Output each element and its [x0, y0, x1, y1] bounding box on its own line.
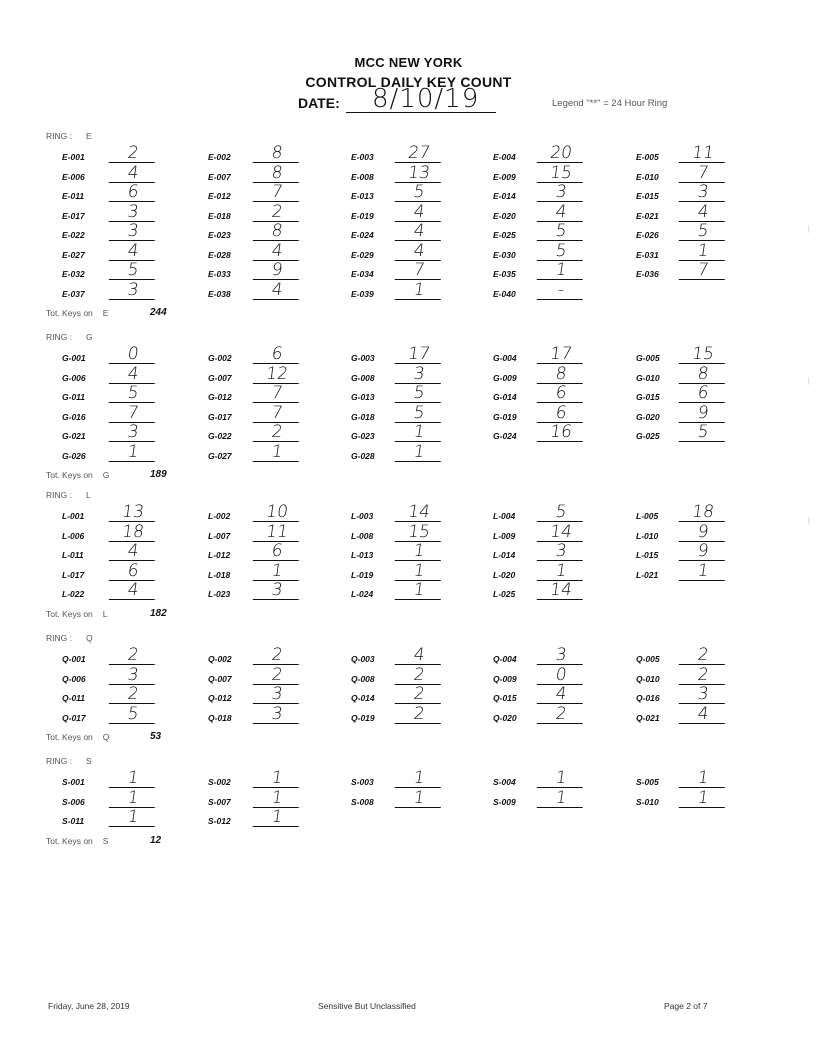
key-label: E-029: [351, 249, 374, 260]
key-label: L-025: [493, 589, 516, 599]
key-label: Q-009: [493, 673, 517, 684]
ring-label-text: RING :: [46, 490, 72, 500]
key-count-handwritten: 6: [679, 384, 728, 403]
key-count-handwritten: 4: [395, 242, 444, 261]
key-count-handwritten: 13: [395, 164, 444, 183]
key-count-handwritten: 4: [395, 203, 444, 222]
key-label: E-007: [208, 171, 231, 182]
key-label: L-023: [208, 589, 231, 599]
key-count-handwritten: 1: [253, 562, 302, 581]
key-count-handwritten: 1: [537, 789, 586, 808]
key-label: Q-021: [636, 712, 660, 723]
ring-total-code: G: [102, 470, 110, 480]
key-label: G-005: [636, 353, 660, 363]
key-label: Q-015: [493, 693, 517, 703]
ring-total: [46, 731, 162, 742]
key-count-handwritten: 3: [395, 365, 444, 384]
ring-label: [46, 332, 93, 342]
key-count-handwritten: 17: [537, 345, 586, 364]
key-count-handwritten: 14: [395, 503, 444, 522]
key-label: E-001: [62, 152, 85, 162]
key-label: G-002: [208, 353, 232, 363]
key-count-handwritten: 4: [253, 242, 302, 261]
date-label: DATE:: [298, 95, 340, 111]
key-count-handwritten: 15: [537, 164, 586, 183]
key-label: L-003: [351, 511, 374, 521]
key-count-handwritten: 3: [537, 183, 586, 202]
ring-total-label: Tot. Keys on: [46, 470, 93, 480]
key-count-handwritten: 27: [395, 144, 444, 163]
key-label: S-007: [208, 796, 231, 807]
key-count-handwritten: 2: [395, 685, 444, 704]
key-label: Q-010: [636, 673, 660, 684]
key-label: G-015: [636, 392, 660, 402]
key-count-handwritten: 6: [537, 404, 586, 423]
key-label: G-018: [351, 411, 375, 422]
ring-label: [46, 756, 92, 766]
key-count-handwritten: 15: [679, 345, 728, 364]
key-count-handwritten: 2: [109, 646, 158, 665]
key-label: Q-003: [351, 654, 375, 664]
key-count-handwritten: 8: [253, 222, 302, 241]
key-label: L-021: [636, 569, 659, 580]
key-count-handwritten: 0: [109, 345, 158, 364]
key-label: L-013: [351, 550, 374, 560]
key-count-handwritten: 1: [253, 443, 302, 462]
key-count-handwritten: 1: [109, 789, 158, 808]
key-label: G-012: [208, 392, 232, 402]
key-count-handwritten: 9: [679, 542, 728, 561]
key-label: G-021: [62, 431, 86, 441]
key-count-handwritten: 4: [537, 685, 586, 704]
key-label: S-011: [62, 816, 85, 826]
key-count-handwritten: 1: [109, 443, 158, 462]
key-label: G-006: [62, 372, 86, 383]
key-label: E-032: [62, 269, 85, 279]
key-count-handwritten: 5: [537, 503, 586, 522]
key-label: L-005: [636, 511, 659, 521]
key-count-handwritten: 11: [679, 144, 728, 163]
key-label: Q-004: [493, 654, 517, 664]
key-count-handwritten: 4: [395, 222, 444, 241]
key-count-handwritten: -: [537, 281, 586, 300]
key-count-handwritten: 5: [537, 242, 586, 261]
key-count-handwritten: 5: [395, 183, 444, 202]
key-label: L-012: [208, 550, 231, 560]
key-count-handwritten: 2: [537, 705, 586, 724]
ring-total: [46, 469, 167, 480]
ring-code: L: [85, 490, 91, 500]
key-count-handwritten: 5: [679, 423, 728, 442]
key-label: E-023: [208, 230, 231, 240]
key-label: G-027: [208, 450, 232, 461]
key-count-handwritten: 4: [253, 281, 302, 300]
key-label: Q-014: [351, 693, 375, 703]
key-count-handwritten: 1: [395, 542, 444, 561]
footer-page-number: Page 2 of 7: [664, 1001, 708, 1011]
ring-total: [46, 607, 167, 619]
key-count-handwritten: 6: [253, 542, 302, 561]
key-count-handwritten: 7: [253, 183, 302, 202]
key-label: L-020: [493, 569, 516, 580]
key-label: L-014: [493, 550, 516, 560]
ring-total-code: L: [102, 608, 108, 619]
key-label: L-008: [351, 530, 374, 541]
key-label: E-013: [351, 191, 374, 201]
key-count-handwritten: 1: [395, 562, 444, 581]
key-label: L-019: [351, 569, 374, 580]
key-label: G-024: [493, 431, 517, 441]
key-label: Q-016: [636, 693, 660, 703]
ring-total-count: 12: [150, 834, 162, 846]
key-count-handwritten: 3: [109, 203, 158, 222]
key-label: E-039: [351, 288, 374, 299]
key-count-handwritten: 1: [109, 808, 158, 827]
key-label: E-018: [208, 210, 231, 221]
scan-margin-mark: |: [808, 378, 810, 385]
key-count-handwritten: 1: [537, 261, 586, 280]
key-count-handwritten: 1: [537, 769, 586, 788]
ring-label-text: RING :: [46, 756, 72, 766]
key-label: G-009: [493, 372, 517, 383]
ring-label-text: RING :: [46, 633, 72, 643]
key-label: L-001: [62, 511, 85, 521]
key-count-handwritten: 4: [109, 581, 158, 600]
key-label: E-026: [636, 230, 659, 240]
key-label: E-006: [62, 171, 85, 182]
key-label: L-007: [208, 530, 231, 541]
ring-label-text: RING :: [46, 332, 72, 342]
key-count-handwritten: 1: [395, 423, 444, 442]
key-count-handwritten: 3: [537, 542, 586, 561]
key-count-handwritten: 1: [679, 562, 728, 581]
key-count-handwritten: 5: [679, 222, 728, 241]
key-label: E-004: [493, 152, 516, 162]
key-count-handwritten: 5: [109, 384, 158, 403]
key-count-handwritten: 14: [537, 523, 586, 542]
key-count-handwritten: 2: [253, 646, 302, 665]
key-count-handwritten: 3: [109, 222, 158, 241]
key-count-handwritten: 8: [679, 365, 728, 384]
key-count-handwritten: 1: [395, 769, 444, 788]
key-count-handwritten: 0: [537, 666, 586, 685]
key-label: G-008: [351, 372, 375, 383]
key-count-handwritten: 17: [395, 345, 444, 364]
key-label: S-004: [493, 777, 516, 787]
footer-date: Friday, June 28, 2019: [48, 1001, 130, 1011]
key-label: G-020: [636, 411, 660, 422]
key-count-handwritten: 1: [395, 281, 444, 300]
key-label: E-010: [636, 171, 659, 182]
key-label: E-036: [636, 269, 659, 279]
key-label: Q-019: [351, 712, 375, 723]
key-label: G-022: [208, 431, 232, 441]
ring-label: [46, 131, 92, 141]
key-label: Q-002: [208, 654, 232, 664]
key-count-handwritten: 11: [253, 523, 302, 542]
key-label: E-031: [636, 249, 659, 260]
key-label: Q-020: [493, 712, 517, 723]
key-count-handwritten: 1: [679, 769, 728, 788]
key-label: L-006: [62, 530, 85, 541]
key-count-handwritten: 18: [679, 503, 728, 522]
key-label: G-013: [351, 392, 375, 402]
key-label: L-017: [62, 569, 85, 580]
key-label: G-017: [208, 411, 232, 422]
key-count-handwritten: 20: [537, 144, 586, 163]
key-label: L-024: [351, 589, 374, 599]
key-label: G-001: [62, 353, 86, 363]
key-label: E-040: [493, 288, 516, 299]
ring-total-label: Tot. Keys on: [46, 608, 93, 619]
key-count-handwritten: 3: [679, 685, 728, 704]
key-count-handwritten: 3: [109, 423, 158, 442]
key-count-handwritten: 13: [109, 503, 158, 522]
key-label: G-010: [636, 372, 660, 383]
ring-code: G: [85, 332, 93, 342]
key-count-handwritten: 1: [537, 562, 586, 581]
key-count-handwritten: 1: [679, 789, 728, 808]
date-value-handwritten: 8/10/19: [372, 84, 480, 114]
key-count-handwritten: 7: [109, 404, 158, 423]
key-count-handwritten: 1: [109, 769, 158, 788]
key-count-handwritten: 5: [395, 384, 444, 403]
key-label: L-022: [62, 589, 85, 599]
key-count-handwritten: 2: [679, 646, 728, 665]
key-count-handwritten: 2: [253, 203, 302, 222]
ring-total-code: S: [102, 835, 109, 846]
ring-label-text: RING :: [46, 131, 72, 141]
key-count-handwritten: 6: [253, 345, 302, 364]
key-count-handwritten: 3: [679, 183, 728, 202]
ring-code: Q: [85, 633, 93, 643]
key-count-handwritten: 8: [253, 144, 302, 163]
key-count-handwritten: 3: [109, 281, 158, 300]
key-label: Q-008: [351, 673, 375, 684]
key-count-handwritten: 12: [253, 365, 302, 384]
key-label: G-019: [493, 411, 517, 422]
ring-label: [46, 633, 93, 643]
key-count-handwritten: 7: [253, 404, 302, 423]
key-count-handwritten: 7: [679, 164, 728, 183]
key-count-handwritten: 5: [537, 222, 586, 241]
key-label: S-012: [208, 816, 231, 826]
key-label: E-015: [636, 191, 659, 201]
key-count-handwritten: 3: [253, 581, 302, 600]
key-label: E-009: [493, 171, 516, 182]
ring-total-label: Tot. Keys on: [46, 835, 93, 846]
key-count-handwritten: 1: [395, 581, 444, 600]
key-label: G-014: [493, 392, 517, 402]
ring-label: [46, 490, 91, 500]
key-count-handwritten: 4: [395, 646, 444, 665]
key-count-handwritten: 7: [395, 261, 444, 280]
key-label: L-015: [636, 550, 659, 560]
key-count-handwritten: 6: [537, 384, 586, 403]
key-count-handwritten: 2: [109, 685, 158, 704]
key-label: Q-012: [208, 693, 232, 703]
key-label: G-004: [493, 353, 517, 363]
key-label: G-023: [351, 431, 375, 441]
key-label: E-005: [636, 152, 659, 162]
key-label: S-009: [493, 796, 516, 807]
key-label: E-021: [636, 210, 659, 221]
key-label: G-007: [208, 372, 232, 383]
form-title: CONTROL DAILY KEY COUNT: [305, 74, 512, 90]
key-label: E-002: [208, 152, 231, 162]
key-label: L-009: [493, 530, 516, 541]
key-label: E-030: [493, 249, 516, 260]
ring-total-count: 182: [150, 607, 167, 619]
key-count-handwritten: 5: [395, 404, 444, 423]
key-count-handwritten: 2: [395, 705, 444, 724]
ring-total: [46, 307, 167, 318]
key-label: L-002: [208, 511, 231, 521]
key-count-handwritten: 4: [679, 705, 728, 724]
key-label: L-004: [493, 511, 516, 521]
footer-classification: Sensitive But Unclassified: [318, 1001, 416, 1011]
scan-margin-mark: |: [808, 226, 810, 233]
ring-total-label: Tot. Keys on: [46, 308, 93, 318]
key-count-handwritten: 2: [679, 666, 728, 685]
key-count-handwritten: 3: [253, 685, 302, 704]
key-label: Q-001: [62, 654, 86, 664]
key-count-handwritten: 1: [253, 808, 302, 827]
key-count-handwritten: 9: [679, 523, 728, 542]
key-label: E-027: [62, 249, 85, 260]
key-count-handwritten: 6: [109, 183, 158, 202]
key-label: E-038: [208, 288, 231, 299]
key-label: Q-007: [208, 673, 232, 684]
scan-margin-mark: |: [808, 518, 810, 525]
ring-code: S: [85, 756, 92, 766]
key-label: S-003: [351, 777, 374, 787]
key-label: E-008: [351, 171, 374, 182]
key-count-handwritten: 3: [253, 705, 302, 724]
key-count-handwritten: 18: [109, 523, 158, 542]
key-label: Q-017: [62, 712, 86, 723]
key-label: G-003: [351, 353, 375, 363]
key-count-handwritten: 4: [109, 164, 158, 183]
key-label: S-006: [62, 796, 85, 807]
key-label: E-017: [62, 210, 85, 221]
key-count-handwritten: 9: [253, 261, 302, 280]
key-count-handwritten: 3: [537, 646, 586, 665]
key-count-handwritten: 8: [253, 164, 302, 183]
key-count-handwritten: 16: [537, 423, 586, 442]
facility-title: MCC NEW YORK: [354, 55, 463, 70]
key-count-handwritten: 2: [253, 423, 302, 442]
key-label: E-011: [62, 191, 85, 201]
key-label: S-010: [636, 796, 659, 807]
key-label: Q-005: [636, 654, 660, 664]
key-count-handwritten: 4: [109, 242, 158, 261]
ring-total: [46, 834, 162, 846]
key-label: E-033: [208, 269, 231, 279]
key-count-handwritten: 4: [537, 203, 586, 222]
key-label: E-024: [351, 230, 374, 240]
ring-total-code: E: [102, 308, 109, 318]
key-label: G-025: [636, 431, 660, 441]
ring-total-count: 189: [150, 469, 167, 480]
key-count-handwritten: 1: [395, 443, 444, 462]
key-count-handwritten: 2: [253, 666, 302, 685]
key-label: E-014: [493, 191, 516, 201]
key-count-handwritten: 4: [109, 542, 158, 561]
key-count-handwritten: 2: [109, 144, 158, 163]
key-count-handwritten: 1: [253, 769, 302, 788]
key-label: S-002: [208, 777, 231, 787]
ring-total-count: 244: [150, 307, 167, 318]
key-label: L-010: [636, 530, 659, 541]
key-label: E-003: [351, 152, 374, 162]
key-count-handwritten: 1: [679, 242, 728, 261]
key-count-handwritten: 10: [253, 503, 302, 522]
key-count-handwritten: 1: [253, 789, 302, 808]
key-count-handwritten: 7: [679, 261, 728, 280]
key-label: S-008: [351, 796, 374, 807]
ring-total-label: Tot. Keys on: [46, 732, 93, 742]
key-label: G-026: [62, 450, 86, 461]
key-count-handwritten: 1: [395, 789, 444, 808]
key-count-handwritten: 5: [109, 261, 158, 280]
key-count-handwritten: 6: [109, 562, 158, 581]
key-count-handwritten: 9: [679, 404, 728, 423]
key-label: E-028: [208, 249, 231, 260]
key-count-handwritten: 5: [109, 705, 158, 724]
key-count-handwritten: 8: [537, 365, 586, 384]
key-label: E-025: [493, 230, 516, 240]
key-label: E-022: [62, 230, 85, 240]
ring-total-code: Q: [102, 732, 110, 742]
key-count-handwritten: 15: [395, 523, 444, 542]
key-count-handwritten: 4: [109, 365, 158, 384]
key-label: E-020: [493, 210, 516, 221]
key-label: G-028: [351, 450, 375, 461]
key-label: E-035: [493, 269, 516, 279]
key-label: E-037: [62, 288, 85, 299]
key-label: L-018: [208, 569, 231, 580]
key-count-handwritten: 3: [109, 666, 158, 685]
key-label: E-019: [351, 210, 374, 221]
key-label: G-011: [62, 392, 85, 402]
key-count-handwritten: 14: [537, 581, 586, 600]
key-label: Q-018: [208, 712, 232, 723]
key-count-handwritten: 4: [679, 203, 728, 222]
key-label: S-005: [636, 777, 659, 787]
key-label: E-012: [208, 191, 231, 201]
key-label: G-016: [62, 411, 86, 422]
key-label: S-001: [62, 777, 85, 787]
ring-code: E: [85, 131, 92, 141]
key-label: Q-006: [62, 673, 86, 684]
key-label: L-011: [62, 550, 84, 560]
legend-note: Legend "**" = 24 Hour Ring: [552, 98, 668, 109]
key-label: E-034: [351, 269, 374, 279]
ring-total-count: 53: [150, 731, 162, 742]
key-label: Q-011: [62, 693, 85, 703]
key-count-handwritten: 2: [395, 666, 444, 685]
key-count-handwritten: 7: [253, 384, 302, 403]
